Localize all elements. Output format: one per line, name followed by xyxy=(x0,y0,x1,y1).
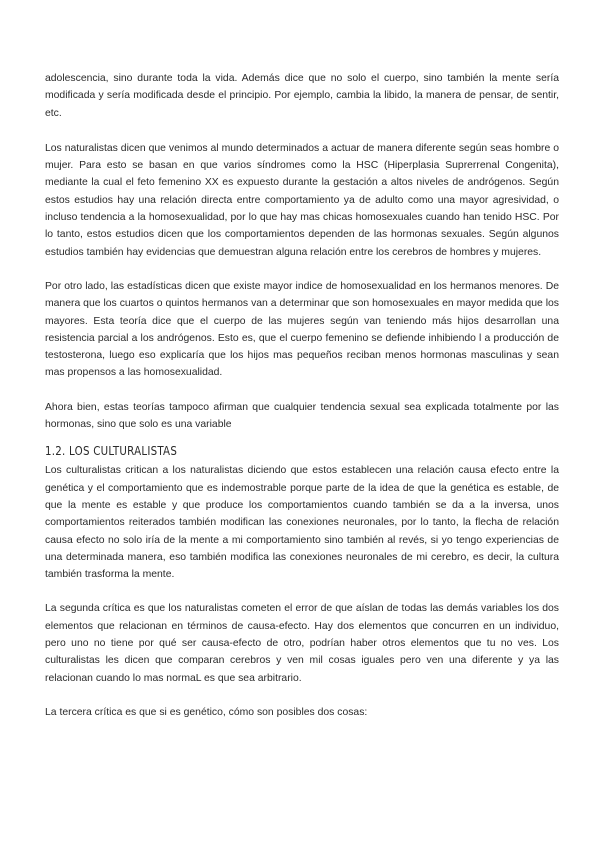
document-page xyxy=(45,70,559,738)
paragraph-segunda-critica: La segunda crítica es que los naturalistas cometen el error de que aíslan de todas las demás variables los dos elementos que relacionan en términos de causa-efecto. Hay dos elementos que concurren en un individuo, pero uno no tiene por qué ser causa-efecto de otro, podrían haber otros elementos que tu no ves. Los culturalistas les dicen que comparan cerebros y ven mil cosas iguales pero ven una diferente y ya las relacionan cuando lo mas normaL es que sea arbitrario. xyxy=(45,603,559,684)
section-heading: 1.2. LOS CULTURALISTAS xyxy=(45,443,178,459)
paragraph-estadisticas: Por otro lado, las estadísticas dicen que existe mayor indice de homosexualidad en los hermanos menores. De manera que los cuartos o quintos hermanos van a determinar que son homosexuales en mayor medida que los mayores. Esta teoría dice que el cuerpo de las mujeres según van teniendo más hijos desarrollan una resistencia parcial a los andrógenos. Esto es, que el cuerpo femenino se defiende inhibiendo l a producción de testosterona, luego eso explicaría que los hijos mas pequeños reciban menos hormonas masculinas y sean mas propensos a las homosexualidad. xyxy=(45,280,559,379)
paragraph-adolescencia: adolescencia, sino durante toda la vida. Además dice que no solo el cuerpo, sino también la mente sería modificada y sería modificada desde el principio. Por ejemplo, cambia la libido, la manera de pensar, de sentir, etc. xyxy=(45,73,559,119)
paragraph-primera-critica: Los culturalistas critican a los naturalistas diciendo que estos establecen una relación causa efecto entre la genética y el comportamiento que es indemostrable porque parte de la idea de que la genética es estable, de que la mente es estable y que produce los comportamientos cuando también se da a la inversa, unos comportamientos reiterados también modifican las conexiones neuronales, por lo tanto, la flecha de relación causa efecto no solo iría de la mente a mi comportamiento sino también al revés, si yo tengo experiencias de una determinada manera, eso también modifica las conexiones neuronales de mi cerebro, es decir, la cultura también trasforma la mente. xyxy=(45,465,559,581)
paragraph-naturalistas: Los naturalistas dicen que venimos al mundo determinados a actuar de manera diferente según seas hombre o mujer. Para esto se basan en que varios síndromes como la HSC (Hiperplasia Suprerrenal Congenita), mediante la cual el feto femenino XX es expuesto durante la gestación a altos niveles de andrógenos. Según estos estudios hay una relación directa entre comportamiento ya de adulto como una mayor agresividad, o incluso tendencia a la homosexualidad, por lo que hay mas chicas homosexuales cuando han tenido HSC. Por lo tanto, estos estudios dicen que los comportamientos dependen de las hormonas sexuales. Según algunos estudios también hay evidencias que demuestran alguna relación entre los cerebros de hombres y mujeres. xyxy=(45,142,559,258)
paragraph-ahora-bien: Ahora bien, estas teorías tampoco afirman que cualquier tendencia sexual sea explicada totalmente por las hormonas, sino que solo es una variable xyxy=(45,401,559,431)
paragraph-tercera-critica: La tercera crítica es que si es genético, cómo son posibles dos cosas: xyxy=(45,706,368,718)
